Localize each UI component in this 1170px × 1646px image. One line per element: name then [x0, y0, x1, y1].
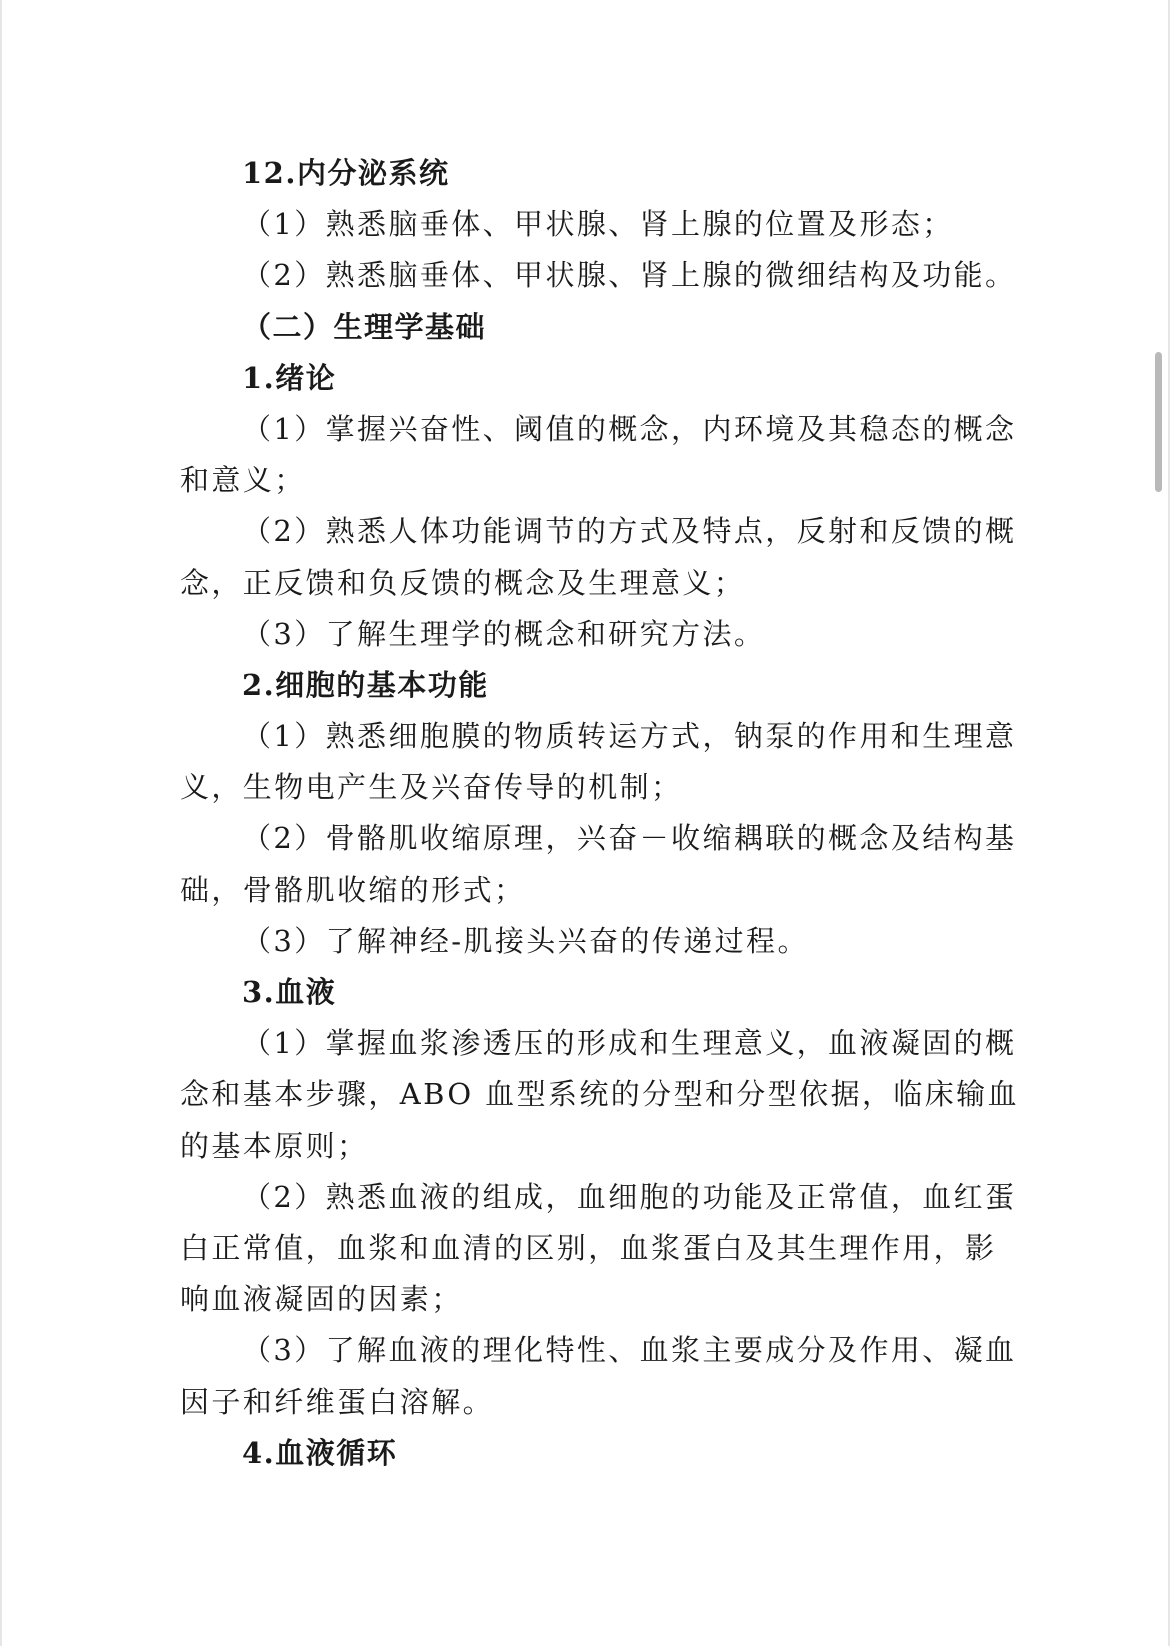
paragraph-line: 和意义；: [180, 463, 306, 498]
section-heading-physiology-basics: （二）生理学基础: [242, 309, 487, 344]
paragraph-line: （1）掌握兴奋性、阈值的概念，内环境及其稳态的概念: [242, 411, 1017, 446]
paragraph-line: （2）骨骼肌收缩原理，兴奋－收缩耦联的概念及结构基: [242, 821, 1017, 856]
paragraph-line: （3）了解神经-肌接头兴奋的传递过程。: [242, 923, 809, 958]
paragraph-line: （2）熟悉人体功能调节的方式及特点，反射和反馈的概: [242, 514, 1017, 549]
paragraph-line: （1）熟悉脑垂体、甲状腺、肾上腺的位置及形态；: [242, 207, 954, 242]
paragraph-line: 响血液凝固的因素；: [180, 1282, 463, 1317]
paragraph-line: （2）熟悉血液的组成，血细胞的功能及正常值，血红蛋: [242, 1179, 1017, 1214]
section-heading-introduction: 1.绪论: [242, 360, 337, 395]
section-heading-endocrine-system: 12.内分泌系统: [242, 156, 450, 190]
section-heading-cell-functions: 2.细胞的基本功能: [242, 667, 489, 702]
section-heading-blood-circulation: 4.血液循环: [242, 1435, 398, 1470]
paragraph-line: （3）了解血液的理化特性、血浆主要成分及作用、凝血: [242, 1333, 1017, 1368]
paragraph-line: 因子和纤维蛋白溶解。: [180, 1384, 495, 1419]
paragraph-line: （2）熟悉脑垂体、甲状腺、肾上腺的微细结构及功能。: [242, 258, 1017, 293]
paragraph-line: 白正常值，血浆和血清的区别，血浆蛋白及其生理作用，影: [180, 1230, 997, 1265]
document-body: [180, 148, 1019, 1479]
paragraph-line: （3）了解生理学的概念和研究方法。: [242, 616, 766, 651]
paragraph-line: 础，骨骼肌收缩的形式；: [180, 872, 526, 907]
paragraph-line: （1）熟悉细胞膜的物质转运方式，钠泵的作用和生理意: [242, 719, 1017, 754]
paragraph-line: 念，正反馈和负反馈的概念及生理意义；: [180, 565, 746, 600]
vertical-scrollbar-thumb[interactable]: [1155, 352, 1162, 492]
section-heading-blood: 3.血液: [242, 975, 337, 1009]
paragraph-line: 义，生物电产生及兴奋传导的机制；: [180, 770, 683, 805]
paragraph-line: （1）掌握血浆渗透压的形成和生理意义，血液凝固的概: [242, 1026, 1017, 1061]
paragraph-line: 念和基本步骤，ABO 血型系统的分型和分型依据，临床输血: [180, 1077, 1019, 1112]
paragraph-line: 的基本原则；: [180, 1128, 369, 1163]
